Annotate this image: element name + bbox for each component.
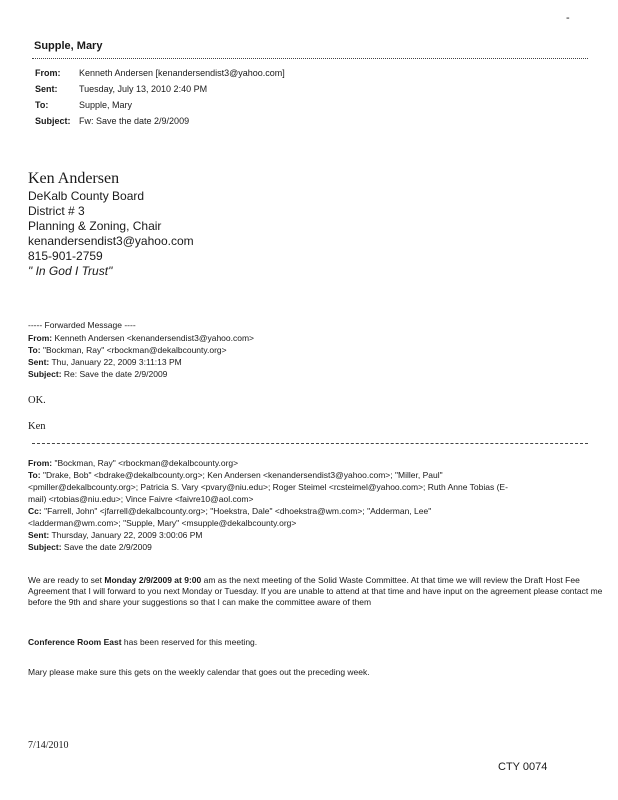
original-to-line: <pmiller@dekalbcounty.org>; Patricia S. Vary <pvary@niu.edu>; Roger Steimel <rcsteimel@yahoo.com>; Ruth Anne Tobias (E- xyxy=(28,482,508,492)
forwarded-sent-value: Thu, January 22, 2009 3:11:13 PM xyxy=(51,357,182,367)
body-paragraph-2-post: has been reserved for this meeting. xyxy=(121,637,258,647)
original-header xyxy=(28,457,508,553)
original-subject xyxy=(28,541,508,553)
original-cc xyxy=(28,505,508,517)
original-subject-label: Subject: xyxy=(28,542,62,552)
forwarded-sent-label: Sent: xyxy=(28,357,50,367)
body-paragraph-1-post: am as the next meeting of the Solid Waste Committee. At that time we will review the Draft Host Fee Agreement that I will forward to you next Monday or Tuesday. If you are unable to attend at that time and have input on the agreement please contact me before the 9th and share your suggestions so that I can make the committee aware of them xyxy=(28,575,603,607)
subject-value: Fw: Save the date 2/9/2009 xyxy=(79,116,190,126)
original-cc-line: "Farrell, John" <jfarrell@dekalbcounty.org>; "Hoekstra, Dale" <dhoekstra@wm.com>; "Adderman, Lee" xyxy=(44,506,432,516)
sent-label: Sent: xyxy=(35,84,58,94)
room-emphasis: Conference Room East xyxy=(28,637,122,647)
original-to xyxy=(28,469,508,481)
forwarded-subject xyxy=(28,369,167,379)
original-cc-label: Cc: xyxy=(28,506,42,516)
original-sent-label: Sent: xyxy=(28,530,50,540)
body-paragraph-1-pre: We are ready to set xyxy=(28,575,105,585)
original-sent xyxy=(28,529,508,541)
forwarded-subject-label: Subject: xyxy=(28,369,62,379)
from-label: From: xyxy=(35,68,61,78)
header-separator xyxy=(32,58,588,59)
from-value: Kenneth Andersen [kenandersendist3@yahoo.com] xyxy=(79,68,285,78)
body-paragraph-3: Mary please make sure this gets on the weekly calendar that goes out the preceding week. xyxy=(28,667,370,677)
signature-email: kenandersendist3@yahoo.com xyxy=(28,234,194,248)
original-sent-value: Thursday, January 22, 2009 3:00:06 PM xyxy=(51,530,203,540)
original-cc-line: <ladderman@wm.com>; "Supple, Mary" <msupple@dekalbcounty.org> xyxy=(28,518,297,528)
signature-line: Planning & Zoning, Chair xyxy=(28,219,162,233)
sent-value: Tuesday, July 13, 2010 2:40 PM xyxy=(79,84,208,94)
forwarded-to-label: To: xyxy=(28,345,41,355)
forwarded-banner: ----- Forwarded Message ---- xyxy=(28,320,136,330)
forwarded-to-value: "Bockman, Ray" <rbockman@dekalbcounty.org> xyxy=(42,345,227,355)
original-message-separator xyxy=(32,443,588,444)
body-paragraph-2 xyxy=(28,637,610,648)
forwarded-to xyxy=(28,345,227,355)
signature-motto: " In God I Trust" xyxy=(28,264,113,278)
meeting-date-emphasis: Monday 2/9/2009 at 9:00 xyxy=(104,575,202,585)
forwarded-sent xyxy=(28,357,182,367)
original-to-line: mail) <rtobias@niu.edu>; Vince Faivre <faivre10@aol.com> xyxy=(28,494,254,504)
forwarded-from xyxy=(28,333,254,343)
original-subject-value: Save the date 2/9/2009 xyxy=(63,542,152,552)
signature-phone: 815-901-2759 xyxy=(28,249,103,263)
subject-label: Subject: xyxy=(35,116,71,126)
reply-signoff: Ken xyxy=(28,421,46,432)
signature-line: District # 3 xyxy=(28,204,85,218)
corner-mark: - xyxy=(566,12,570,24)
forwarded-from-label: From: xyxy=(28,333,53,343)
to-label: To: xyxy=(35,100,49,110)
to-value: Supple, Mary xyxy=(79,100,133,110)
original-from-label: From: xyxy=(28,458,53,468)
body-paragraph-1 xyxy=(28,575,610,608)
forwarded-from-value: Kenneth Andersen <kenandersendist3@yahoo.com> xyxy=(54,333,255,343)
recipient-name: Supple, Mary xyxy=(34,40,103,52)
original-from-value: "Bockman, Ray" <rbockman@dekalbcounty.org> xyxy=(54,458,239,468)
reply-body: OK. xyxy=(28,395,46,406)
bates-number: CTY 0074 xyxy=(498,761,548,773)
signature-name: Ken Andersen xyxy=(28,170,120,187)
original-to-label: To: xyxy=(28,470,41,480)
forwarded-subject-value: Re: Save the date 2/9/2009 xyxy=(63,369,168,379)
original-to-line: "Drake, Bob" <bdrake@dekalbcounty.org>; Ken Andersen <kenandersendist3@yahoo.com>; "Miller, Paul" xyxy=(42,470,443,480)
footer-date: 7/14/2010 xyxy=(28,740,69,751)
signature-line: DeKalb County Board xyxy=(28,189,145,203)
original-from xyxy=(28,457,508,469)
